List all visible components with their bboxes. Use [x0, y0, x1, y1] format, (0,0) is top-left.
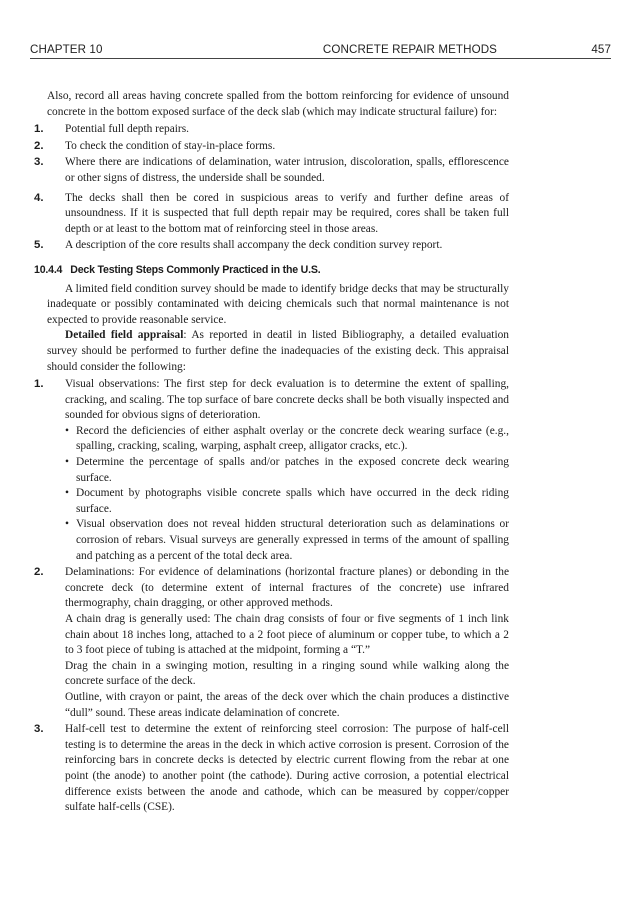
list-item	[34, 139, 509, 155]
bullet-text: Record the deficiencies of either asphalt overlay or the concrete deck wearing surface (e.g., spalling, cracking, scaling, warping, asphalt creep, alligator cracks, etc.).	[76, 424, 509, 453]
list-number: 2.	[34, 139, 44, 152]
list-item	[34, 238, 509, 254]
sub-paragraph: Drag the chain in a swinging motion, resulting in a ringing sound while walking along the concrete surface of the deck.	[65, 659, 509, 688]
list-text: To check the condition of stay-in-place forms.	[65, 139, 276, 152]
list-item	[34, 122, 509, 138]
list-number: 1.	[34, 123, 44, 136]
bullet-text: Visual observation does not reveal hidden structural deterioration such as delaminations or corrosion of rebars. Visual surveys are generally expressed in terms of the amount of spalling and patching as a percent of the total deck area.	[76, 518, 509, 562]
header-rule	[30, 58, 611, 59]
list-text: The decks shall then be cored in suspicious areas to verify and further define areas of unsoundness. If it is suspected that full depth repair may be required, cores shall be taken full depth or at least to the bottom mat of reinforcing steel in those areas.	[65, 191, 509, 235]
list-number: 5.	[34, 239, 44, 252]
list-number: 3.	[34, 156, 44, 169]
bullet-icon: •	[65, 456, 69, 469]
appraisal-paragraph	[47, 328, 509, 375]
list-item	[34, 377, 509, 564]
list-text: Delaminations: For evidence of delaminations (horizontal fracture planes) or debonding in the concrete deck (to determine extent of internal fractures of the concrete) use infrared thermography, chain dragging, or other approved methods.	[65, 566, 509, 610]
bullet-text: Determine the percentage of spalls and/or patches in the exposed concrete deck wearing surface.	[76, 456, 509, 484]
bullet-item	[65, 486, 509, 517]
page-body	[34, 89, 509, 817]
appraisal-text: : As reported in deatil in listed Bibliography, a detailed evaluation survey should be performed to further define the inadequacies of the existing deck. This appraisal should consider the following:	[47, 329, 509, 373]
bullet-item	[65, 455, 509, 486]
survey-paragraph: A limited field condition survey should be made to identify bridge decks that may be structurally inadequate or possibly contaminated with deicing chemicals such that normal maintenance is not expected to provide reasonable service.	[47, 282, 509, 326]
list-item	[34, 191, 509, 238]
list-text: Where there are indications of delamination, water intrusion, discoloration, spalls, efflorescence or other signs of distress, the underside shall be sounded.	[65, 156, 509, 184]
page-number: 457	[591, 43, 611, 56]
section-heading	[34, 263, 509, 279]
bullet-icon: •	[65, 424, 69, 437]
list-item	[34, 155, 509, 186]
list-text: Visual observations: The first step for deck evaluation is to determine the extent of spalling, cracking, and scaling. The top surface of bare concrete decks shall be both visually inspected and sounded for obvious signs of deterioration.	[65, 378, 509, 422]
bullet-icon: •	[65, 487, 69, 500]
list-number: 2.	[34, 566, 44, 579]
bullet-item	[65, 517, 509, 564]
sub-paragraph: Outline, with crayon or paint, the areas of the deck over which the chain produces a distinctive “dull” sound. These areas indicate delamination of concrete.	[65, 690, 509, 719]
sub-paragraph: A chain drag is generally used: The chain drag consists of four or five segments of 1 inch link chain about 18 inches long, attached to a 2 foot piece of aluminum or copper tube, to which a 2 to 3 foot piece of tubing is attached at the midpoint, forming a “T.”	[65, 613, 509, 657]
bullet-text: Document by photographs visible concrete spalls which have occurred in the deck riding surface.	[76, 487, 509, 515]
list-number: 4.	[34, 191, 44, 204]
chapter-label: CHAPTER 10	[30, 43, 103, 56]
list-text: Half-cell test to determine the extent of reinforcing steel corrosion: The purpose of half-cell testing is to determine the areas in the deck in which active corrosion is present. Corrosion of the reinforcing bars in concrete decks is detected by electric current flowing from the rebar at one point (the anode) to another point (the cathode). During active corrosion, a potential electrical difference exists between the anode and cathode, which can be measured by copper/copper sulfate half-cells (CSE).	[65, 723, 509, 814]
section-number: 10.4.4	[34, 263, 63, 276]
appraisal-lead: Detailed field appraisal	[65, 329, 184, 342]
list-item	[34, 722, 509, 816]
intro-paragraph: Also, record all areas having concrete spalled from the bottom reinforcing for evidence of unsound concrete in the bottom exposed surface of the deck slab (which may indicate structural failure) for:	[47, 90, 509, 118]
bullet-list	[65, 424, 509, 564]
list-number: 1.	[34, 378, 44, 391]
bullet-icon: •	[65, 518, 69, 531]
chapter-title: CONCRETE REPAIR METHODS	[322, 43, 497, 56]
list-number: 3.	[34, 723, 44, 736]
list-text: A description of the core results shall accompany the deck condition survey report.	[65, 239, 443, 252]
section-title: Deck Testing Steps Commonly Practiced in the U.S.	[70, 263, 321, 276]
first-numbered-list	[34, 122, 509, 254]
list-text: Potential full depth repairs.	[65, 123, 190, 136]
second-numbered-list	[34, 377, 509, 816]
running-header	[30, 38, 611, 60]
bullet-item	[65, 424, 509, 455]
list-item	[34, 565, 509, 721]
